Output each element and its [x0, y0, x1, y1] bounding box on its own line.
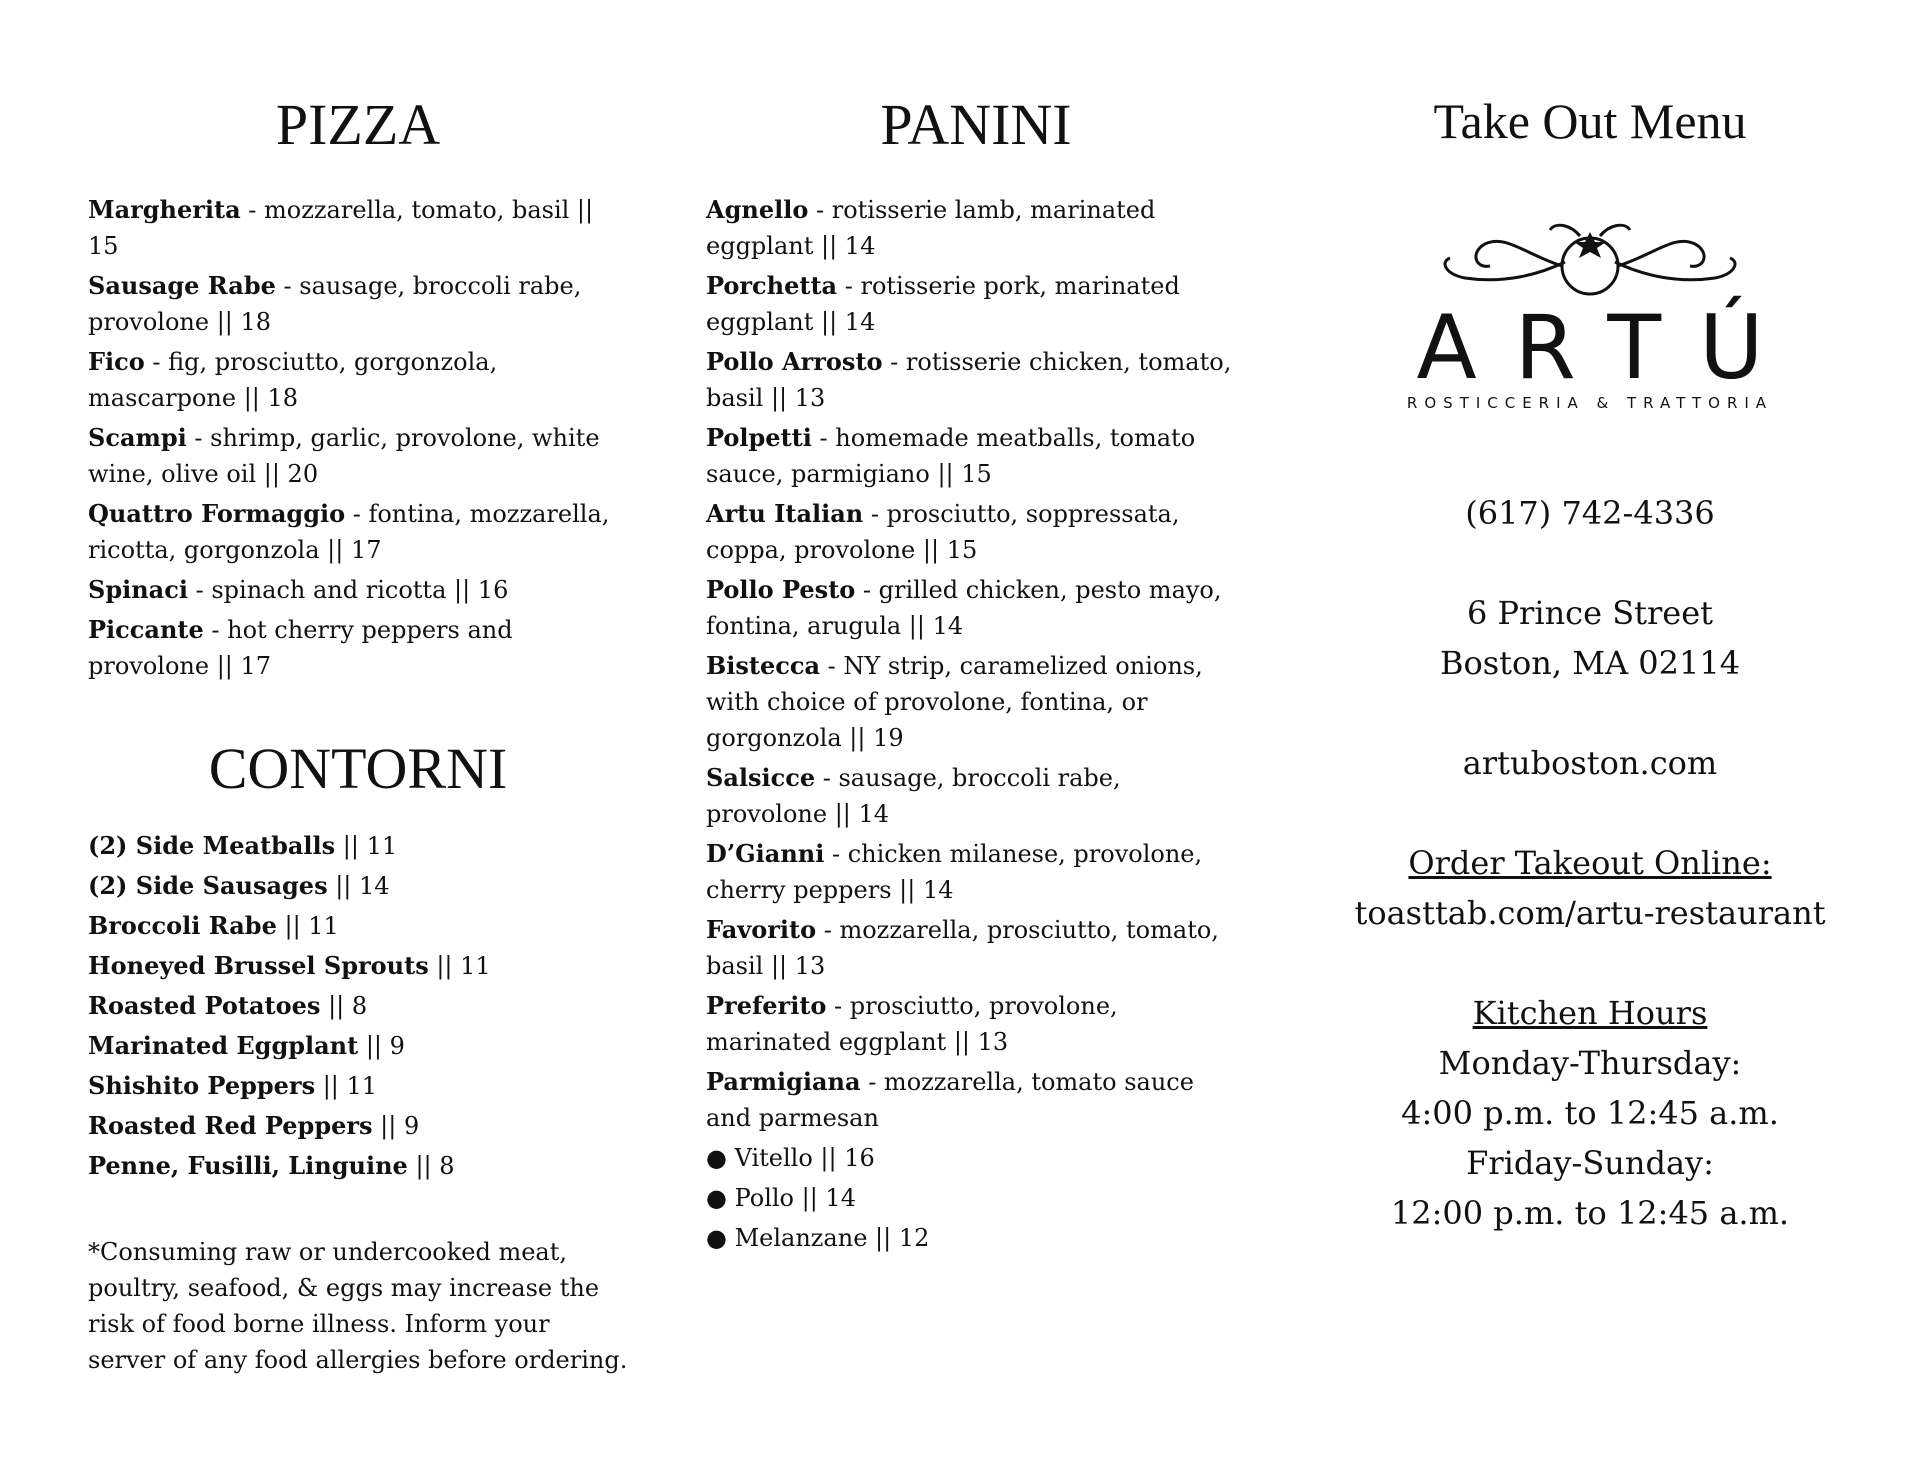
- item-desc: - prosciutto, provolone, marinated eggplant || 13: [706, 992, 1118, 1056]
- contorni-list: [88, 828, 628, 1184]
- item-desc: || 8: [320, 992, 368, 1020]
- menu-item: [706, 648, 1246, 756]
- item-name: Piccante: [88, 615, 204, 644]
- menu-item: [88, 420, 628, 492]
- item-name: Salsicce: [706, 763, 816, 792]
- item-name: (2) Side Meatballs: [88, 831, 336, 860]
- item-name: D’Gianni: [706, 839, 825, 868]
- contorni-title: CONTORNI: [208, 736, 508, 801]
- item-name: Marinated Eggplant: [88, 1031, 359, 1060]
- menu-item: [88, 192, 628, 264]
- menu-item: [706, 760, 1246, 832]
- item-name: Sausage Rabe: [88, 271, 276, 300]
- item-name: Favorito: [706, 915, 817, 944]
- item-name: Polpetti: [706, 423, 812, 452]
- menu-item: [706, 572, 1246, 644]
- parmigiana-option: ● Vitello || 16: [706, 1144, 875, 1172]
- item-desc: - mozzarella, prosciutto, tomato, basil || 13: [706, 916, 1219, 980]
- item-name: Broccoli Rabe: [88, 911, 277, 940]
- menu-item: [88, 344, 628, 416]
- item-name: Parmigiana: [706, 1067, 861, 1096]
- item-desc: - mozzarella, tomato, basil || 15: [88, 196, 594, 260]
- menu-item: [88, 1028, 628, 1064]
- item-name: Porchetta: [706, 271, 838, 300]
- menu-item: [706, 268, 1246, 340]
- menu-item: [88, 572, 628, 608]
- logo: [1340, 214, 1840, 414]
- item-desc: - shrimp, garlic, provolone, white wine, olive oil || 20: [88, 424, 600, 488]
- item-desc: || 8: [407, 1152, 455, 1180]
- allergy-disclaimer: *Consuming raw or undercooked meat, poultry, seafood, & eggs may increase the risk of food borne illness. Inform your server of any food allergies before ordering.: [88, 1238, 628, 1374]
- logo-wordmark: ARTÚ: [1416, 296, 1802, 399]
- logo-tagline: ROSTICCERIA & TRATTORIA: [1406, 394, 1774, 412]
- menu-item: [706, 988, 1246, 1060]
- item-name: Shishito Peppers: [88, 1071, 316, 1100]
- pizza-title: PIZZA: [275, 92, 441, 157]
- item-desc: - fontina, mozzarella, ricotta, gorgonzola || 17: [88, 500, 610, 564]
- item-name: Bistecca: [706, 651, 821, 680]
- panini-title: PANINI: [880, 92, 1072, 157]
- menu-item: [88, 908, 628, 944]
- menu-item: [706, 344, 1246, 416]
- menu-item: [88, 868, 628, 904]
- item-desc: - rotisserie chicken, tomato, basil || 13: [706, 348, 1232, 412]
- item-desc: || 11: [276, 912, 339, 940]
- order-online-label: Order Takeout Online:: [1408, 844, 1772, 882]
- panini-list: [706, 192, 1246, 1256]
- item-name: Roasted Potatoes: [88, 991, 321, 1020]
- middle-column: [706, 92, 1246, 1260]
- hours-line: 12:00 p.m. to 12:45 a.m.: [1390, 1194, 1790, 1232]
- address-line-1: 6 Prince Street: [1466, 594, 1714, 632]
- item-name: Pollo Arrosto: [706, 347, 883, 376]
- menu-item: [88, 988, 628, 1024]
- item-desc: || 9: [372, 1112, 420, 1140]
- left-column: [88, 92, 628, 1378]
- item-desc: - spinach and ricotta || 16: [187, 576, 509, 604]
- item-desc: - homemade meatballs, tomato sauce, parmigiano || 15: [706, 424, 1196, 488]
- menu-item: [88, 496, 628, 568]
- menu-item: [706, 912, 1246, 984]
- item-desc: - fig, prosciutto, gorgonzola, mascarpone || 18: [88, 348, 498, 412]
- tomato-flourish-icon: [1355, 214, 1825, 304]
- item-desc: - sausage, broccoli rabe, provolone || 18: [88, 272, 582, 336]
- item-desc: - chicken milanese, provolone, cherry peppers || 14: [706, 840, 1203, 904]
- item-name: Quattro Formaggio: [88, 499, 346, 528]
- item-name: (2) Side Sausages: [88, 871, 328, 900]
- menu-item: [706, 496, 1246, 568]
- parmigiana-option: ● Melanzane || 12: [706, 1224, 930, 1252]
- pizza-list: [88, 192, 628, 684]
- address-line-2: Boston, MA 02114: [1439, 644, 1741, 682]
- item-desc: || 11: [335, 832, 398, 860]
- menu-item: [706, 192, 1246, 264]
- item-desc: - rotisserie lamb, marinated eggplant || 14: [706, 196, 1156, 260]
- right-column: [1340, 93, 1840, 1238]
- item-name: Honeyed Brussel Sprouts: [88, 951, 429, 980]
- item-desc: || 11: [428, 952, 491, 980]
- order-online-url: toasttab.com/artu-restaurant: [1354, 894, 1826, 932]
- item-desc: - mozzarella, tomato sauce and parmesan: [706, 1068, 1194, 1132]
- item-desc: || 9: [358, 1032, 405, 1060]
- item-name: Agnello: [706, 195, 809, 224]
- menu-item: [706, 836, 1246, 908]
- menu-item: [88, 1108, 628, 1144]
- menu-item: [88, 1068, 628, 1104]
- item-name: Margherita: [88, 195, 241, 224]
- menu-item: [88, 612, 628, 684]
- item-desc: - hot cherry peppers and provolone || 17: [88, 616, 513, 680]
- phone-number: (617) 742-4336: [1465, 494, 1715, 532]
- item-desc: || 11: [315, 1072, 378, 1100]
- item-name: Spinaci: [88, 575, 188, 604]
- contact-info: [1340, 488, 1840, 1238]
- menu-item: [88, 948, 628, 984]
- item-name: Fico: [88, 347, 145, 376]
- item-name: Penne, Fusilli, Linguine: [88, 1151, 408, 1180]
- menu-item: [88, 268, 628, 340]
- hours-line: Monday-Thursday:: [1438, 1044, 1742, 1082]
- item-desc: - sausage, broccoli rabe, provolone || 14: [706, 764, 1121, 828]
- item-name: Preferito: [706, 991, 827, 1020]
- menu-item: [88, 1148, 628, 1184]
- menu-item: [88, 828, 628, 864]
- item-desc: - prosciutto, soppressata, coppa, provolone || 15: [706, 500, 1180, 564]
- hours-line: Friday-Sunday:: [1466, 1144, 1714, 1182]
- item-desc: - rotisserie pork, marinated eggplant || 14: [706, 272, 1180, 336]
- item-desc: || 14: [327, 872, 390, 900]
- menu-item: [706, 1064, 1246, 1136]
- item-name: Pollo Pesto: [706, 575, 856, 604]
- item-name: Roasted Red Peppers: [88, 1111, 373, 1140]
- hours-line: 4:00 p.m. to 12:45 a.m.: [1401, 1094, 1779, 1132]
- menu-item: [706, 420, 1246, 492]
- item-desc: - grilled chicken, pesto mayo, fontina, arugula || 14: [706, 576, 1222, 640]
- item-name: Scampi: [88, 423, 187, 452]
- kitchen-hours-label: Kitchen Hours: [1472, 994, 1708, 1032]
- item-name: Artu Italian: [706, 499, 864, 528]
- artu-logo: [1355, 214, 1825, 414]
- item-desc: - NY strip, caramelized onions, with choice of provolone, fontina, or gorgonzola || 19: [706, 652, 1203, 752]
- website: artuboston.com: [1462, 744, 1718, 782]
- parmigiana-option: ● Pollo || 14: [706, 1184, 856, 1212]
- take-out-menu-title: Take Out Menu: [1433, 93, 1747, 149]
